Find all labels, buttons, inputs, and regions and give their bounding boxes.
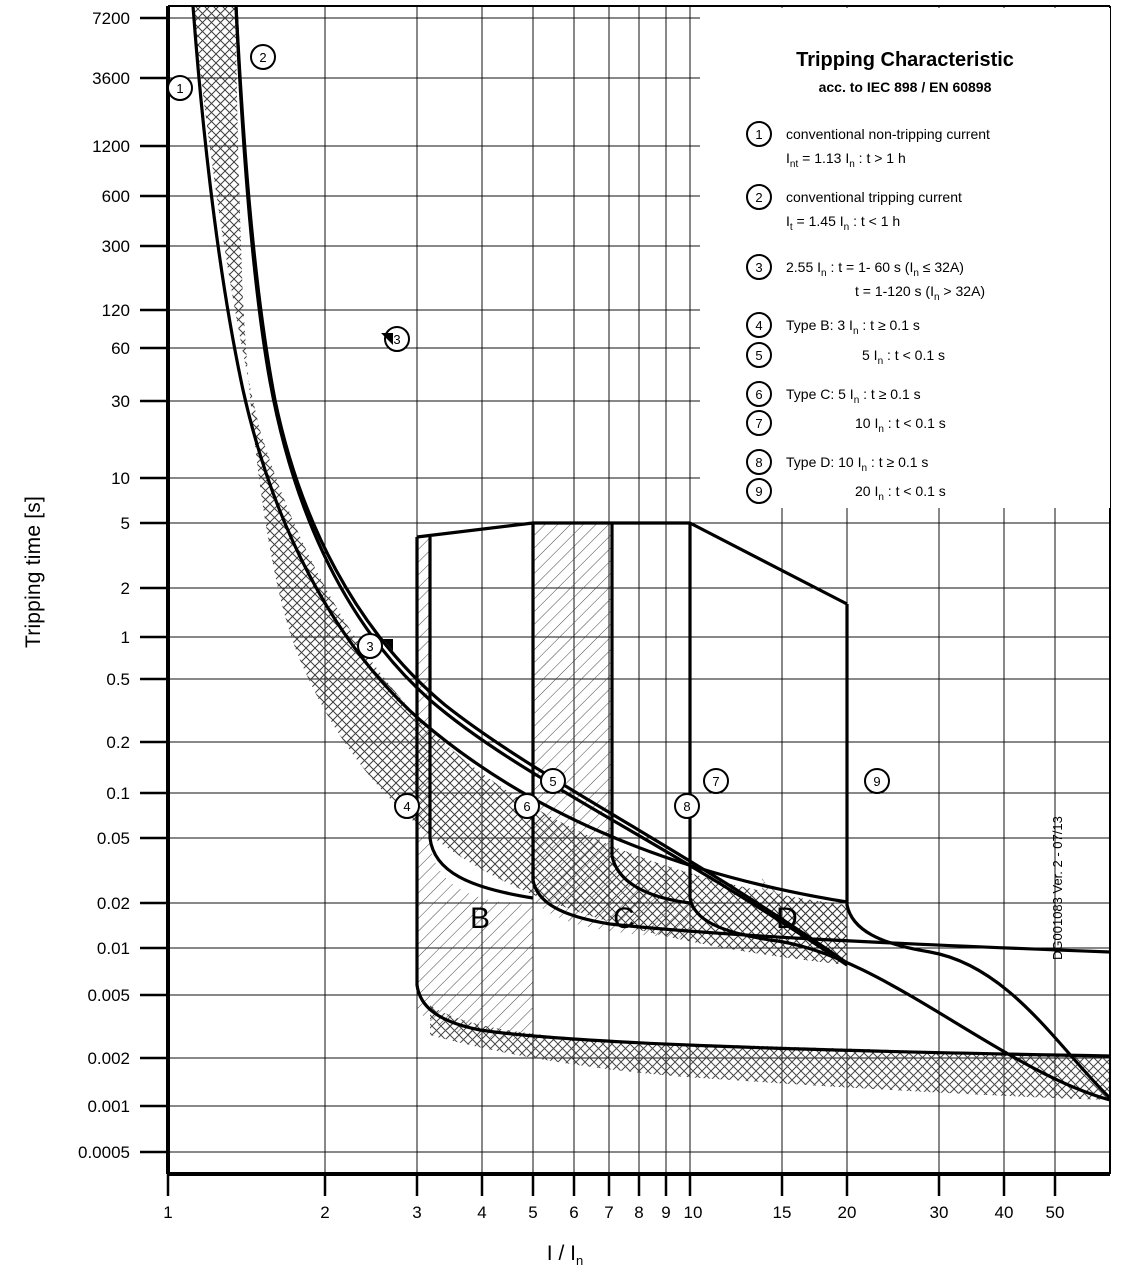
y-tick: 0.001 <box>87 1097 130 1116</box>
x-tick: 20 <box>837 1203 857 1222</box>
legend-text-6: Type C: 5 $I_n$ : t ≥ 0.1 s <box>786 386 921 406</box>
x-tick: 7 <box>604 1203 614 1222</box>
legend-text-5: 5 $I_n$ : t < 0.1 s <box>862 347 946 367</box>
svg-text:3: 3 <box>393 332 401 347</box>
x-tick: 8 <box>634 1203 644 1222</box>
svg-text:6: 6 <box>523 799 531 814</box>
svg-text:8: 8 <box>755 455 763 470</box>
svg-text:5: 5 <box>755 348 763 363</box>
svg-text:7: 7 <box>712 774 720 789</box>
svg-text:1: 1 <box>755 127 763 142</box>
zone-label-d: D <box>776 902 798 935</box>
y-tick: 0.1 <box>106 784 130 803</box>
y-tick: 300 <box>101 237 130 256</box>
y-tick: 3600 <box>92 69 130 88</box>
marker-8 <box>675 794 699 818</box>
marker-7 <box>704 769 728 793</box>
legend-text-8: Type D: 10 $I_n$ : t ≥ 0.1 s <box>786 454 929 474</box>
svg-text:2: 2 <box>259 50 267 65</box>
svg-text:7: 7 <box>755 416 763 431</box>
y-tick: 5 <box>120 514 130 533</box>
svg-text:4: 4 <box>403 799 411 814</box>
x-tick: 4 <box>477 1203 487 1222</box>
x-tick: 9 <box>661 1203 671 1222</box>
marker-9 <box>865 769 889 793</box>
zone-label-b: B <box>469 902 491 935</box>
y-tick-marks <box>140 18 168 1152</box>
legend-subtitle: acc. to IEC 898 / EN 60898 <box>818 79 992 95</box>
x-tick: 1 <box>163 1203 173 1222</box>
legend-text-7: 10 $I_n$ : t < 0.1 s <box>855 415 946 435</box>
x-tick-marks <box>168 1174 1055 1196</box>
marker-1 <box>168 76 192 100</box>
svg-text:9: 9 <box>873 774 881 789</box>
legend-title: Tripping Characteristic <box>796 49 1014 71</box>
y-tick: 0.05 <box>96 829 130 848</box>
y-tick: 10 <box>111 469 130 488</box>
y-axis-title: Tripping time [s] <box>22 496 45 648</box>
svg-text:5: 5 <box>549 774 557 789</box>
y-axis-tick-labels <box>78 9 130 1162</box>
svg-text:3: 3 <box>755 260 763 275</box>
x-tick: 6 <box>569 1203 579 1222</box>
document-code: DG001083 Ver. 2 - 07/13 <box>1050 816 1065 960</box>
marker-5 <box>541 769 565 793</box>
legend-text-1b: $I_{nt} = 1.13$ $I_n$ : t > 1 h <box>786 150 906 170</box>
x-tick: 15 <box>772 1203 792 1222</box>
y-tick: 120 <box>101 301 130 320</box>
x-tick: 50 <box>1045 1203 1065 1222</box>
svg-text:1: 1 <box>176 81 184 96</box>
legend-text-9: 20 $I_n$ : t < 0.1 s <box>855 483 946 503</box>
svg-text:9: 9 <box>755 484 763 499</box>
marker-2 <box>251 45 275 69</box>
legend-text-4: Type B: 3 $I_n$ : t ≥ 0.1 s <box>786 317 920 337</box>
marker-6 <box>515 794 539 818</box>
legend-panel <box>700 8 1110 508</box>
y-tick: 60 <box>111 339 130 358</box>
y-tick: 2 <box>120 579 130 598</box>
svg-text:6: 6 <box>755 387 763 402</box>
x-tick: 5 <box>528 1203 538 1222</box>
x-tick: 10 <box>683 1203 703 1222</box>
svg-text:2: 2 <box>755 190 763 205</box>
y-tick: 0.002 <box>87 1049 130 1068</box>
y-tick: 0.02 <box>96 894 130 913</box>
legend-text-1: conventional non-tripping current <box>786 126 990 142</box>
legend-text-3: 2.55 $I_n$ : t = 1- 60 s $(I_n \le 32A)$ <box>786 259 964 279</box>
legend-text-3b: t = 1-120 s $(I_n > 32A)$ <box>855 283 986 303</box>
legend-text-2b: $I_t = 1.45$ $I_n$ : t < 1 h <box>786 213 901 233</box>
y-tick: 0.2 <box>106 733 130 752</box>
svg-text:8: 8 <box>683 799 691 814</box>
x-tick: 2 <box>320 1203 330 1222</box>
y-tick: 0.01 <box>96 939 130 958</box>
x-tick: 40 <box>994 1203 1014 1222</box>
x-tick: 30 <box>929 1203 949 1222</box>
legend-text-2: conventional tripping current <box>786 189 962 205</box>
y-tick: 1200 <box>92 137 130 156</box>
x-axis-tick-labels <box>163 1203 1064 1222</box>
y-tick: 7200 <box>92 9 130 28</box>
y-tick: 0.5 <box>106 670 130 689</box>
y-tick: 600 <box>101 187 130 206</box>
zone-label-c: C <box>613 902 635 935</box>
y-tick: 30 <box>111 392 130 411</box>
marker-4 <box>395 794 419 818</box>
svg-text:4: 4 <box>755 318 763 333</box>
y-tick: 0.0005 <box>78 1143 130 1162</box>
y-tick: 1 <box>120 628 130 647</box>
x-tick: 3 <box>412 1203 422 1222</box>
svg-text:3: 3 <box>366 639 374 654</box>
x-axis-title: I / $I_n$ <box>546 1242 584 1269</box>
y-tick: 0.005 <box>87 986 130 1005</box>
